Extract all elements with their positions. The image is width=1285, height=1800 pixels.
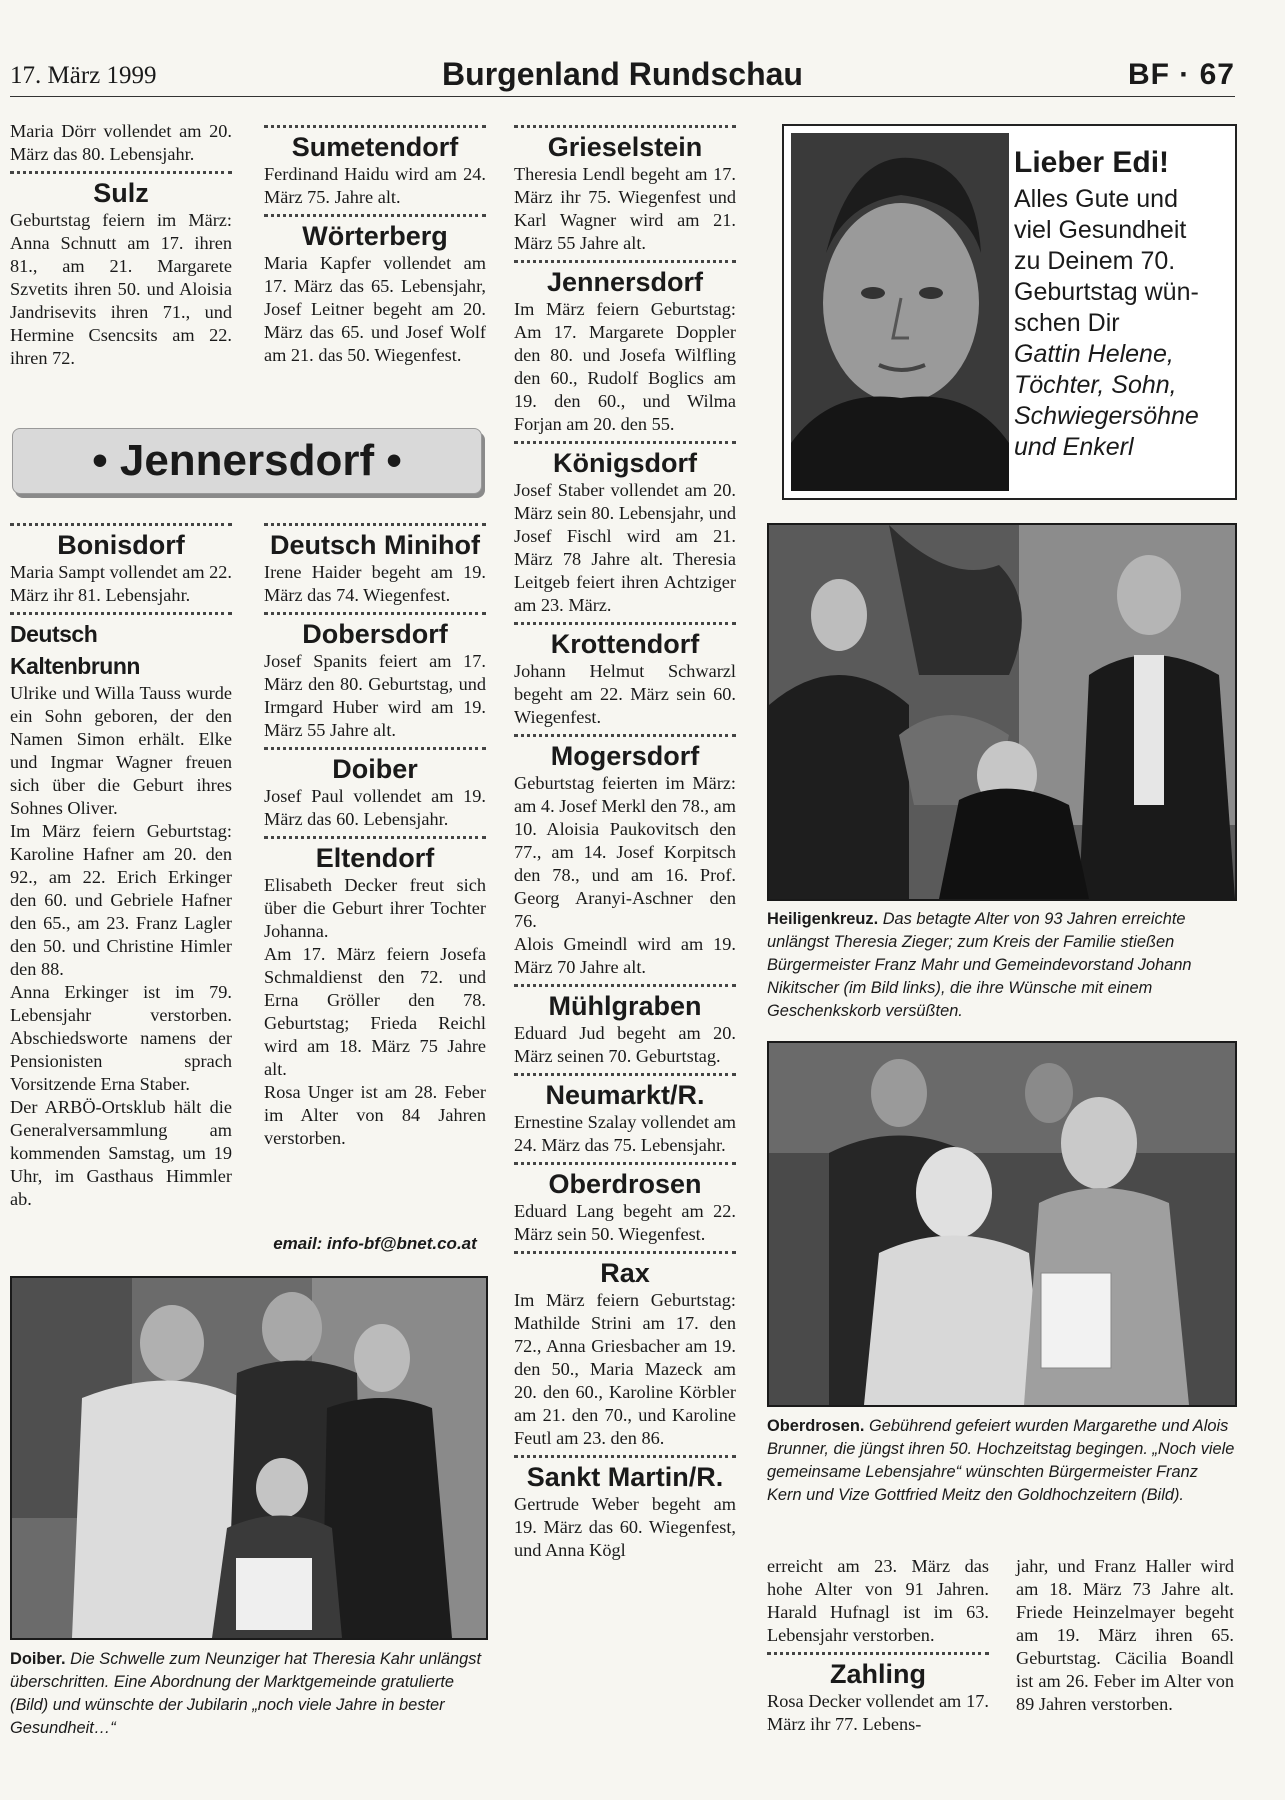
article-text: Rosa Decker vollendet am 17. März ihr 77. Lebens- bbox=[767, 1691, 989, 1734]
article-text: Geburtstag feiern im März: Anna Schnutt am 17. ihren 81., am 21. Margarete Szvetits ihren 50. und Aloisia Jandrisevits ihren 71., und Hermine Csencsits am 22. ihren 72. bbox=[10, 210, 232, 368]
article-text: Ferdinand Haidu wird am 24. März 75. Jahre alt. bbox=[264, 164, 486, 207]
section-heading: Jennersdorf bbox=[546, 267, 704, 297]
newspaper-title: Burgenland Rundschau bbox=[442, 56, 803, 92]
article-text: Rosa Unger ist am 28. Feber im Alter von 84 Jahren verstorben. bbox=[264, 1082, 486, 1148]
dotted-divider bbox=[514, 1162, 736, 1165]
greeting-portrait-photo bbox=[791, 133, 1009, 491]
column-3 bbox=[514, 120, 736, 1562]
article-text: jahr, und Franz Haller wird am 18. März 73 Jahre alt. Friede Heinzelmayer begeht am 19. März ihren 65. Geburtstag. Cäcilia Boandl ist am 26. Feber im Alter von 89 Jahren verstorben. bbox=[1016, 1556, 1234, 1714]
article-text: Johann Helmut Schwarzl begeht am 22. März sein 60. Wiegenfest. bbox=[514, 661, 736, 727]
dotted-divider bbox=[10, 171, 232, 174]
oberdrosen-photo bbox=[767, 1041, 1237, 1407]
photo-caption bbox=[10, 1648, 484, 1740]
greeting-line: Schwiegersöhne bbox=[1014, 402, 1199, 430]
greeting-line: schen Dir bbox=[1014, 309, 1120, 337]
article-text: Irene Haider begeht am 19. März das 74. Wiegenfest. bbox=[264, 562, 486, 605]
caption-text: Die Schwelle zum Neunziger hat Theresia Kahr unlängst überschritten. Eine Abordnung der Marktgemeinde gratulierte (Bild) und wünschte der Jubilarin „noch viele Jahre in bester Gesundheit…“ bbox=[10, 1650, 482, 1737]
section-heading: Grieselstein bbox=[547, 132, 703, 162]
greeting-line: Gattin Helene, bbox=[1014, 340, 1174, 368]
dotted-divider bbox=[264, 214, 486, 217]
article-text: Im März feiern Geburtstag: Mathilde Strini am 17. den 72., Anna Griesbacher am 19. den 50., Maria Mazeck am 20. den 60., Karoline Körbler am 21. den 70., und Karoline Feutl am 23. den 86. bbox=[514, 1290, 736, 1448]
article-text: Elisabeth Decker freut sich über die Geburt ihrer Tochter Johanna. bbox=[264, 875, 486, 941]
article-text: erreicht am 23. März das hohe Alter von 91 Jahren. Harald Hufnagl ist im 63. Lebensjahr verstorben. bbox=[767, 1556, 989, 1645]
section-heading: Mogersdorf bbox=[550, 741, 700, 771]
section-heading: Krottendorf bbox=[550, 629, 700, 659]
section-heading: Mühlgraben bbox=[548, 991, 702, 1021]
section-heading: Wörterberg bbox=[302, 221, 448, 251]
dotted-divider bbox=[514, 622, 736, 625]
section-heading: Neumarkt/R. bbox=[545, 1080, 705, 1110]
article-text: Maria Kapfer vollendet am 17. März das 65. Lebensjahr, Josef Leitner begeht am 20. März das 65. und Josef Wolf am 21. das 50. Wiegenfest. bbox=[264, 253, 486, 365]
article-text: Gertrude Weber begeht am 19. März das 60. Wiegenfest, und Anna Kögl bbox=[514, 1494, 736, 1560]
photo-caption bbox=[767, 1415, 1235, 1507]
column-1 bbox=[10, 120, 232, 370]
section-heading: Zahling bbox=[830, 1659, 926, 1689]
dotted-divider bbox=[264, 125, 486, 128]
article-text: Eduard Lang begeht am 22. März sein 50. Wiegenfest. bbox=[514, 1201, 736, 1244]
photo-caption bbox=[767, 908, 1235, 1023]
caption-place: Doiber. bbox=[10, 1650, 66, 1668]
issue-date: 17. März 1999 bbox=[10, 62, 157, 89]
section-heading: Sumetendorf bbox=[291, 132, 459, 162]
photo-illustration bbox=[12, 1278, 486, 1638]
photo-illustration bbox=[769, 1043, 1235, 1405]
dotted-divider bbox=[264, 612, 486, 615]
article-text: Geburtstag feierten im März: am 4. Josef Merkl den 78., am 10. Aloisia Paukovitsch den 77., am 14. Josef Korpitsch den 78., und am 16. Prof. Georg Aranyi-Aschner den 76. bbox=[514, 773, 736, 931]
column-5 bbox=[1016, 1555, 1234, 1716]
article-text: Eduard Jud begeht am 20. März seinen 70. Geburtstag. bbox=[514, 1023, 736, 1066]
dotted-divider bbox=[514, 984, 736, 987]
dotted-divider bbox=[514, 1455, 736, 1458]
section-heading: Bonisdorf bbox=[57, 530, 185, 560]
dotted-divider bbox=[264, 523, 486, 526]
article-text: Josef Spanits feiert am 17. März den 80. Geburtstag, und Irmgard Huber wird am 19. März 55 Jahre alt. bbox=[264, 651, 486, 740]
heiligenkreuz-photo bbox=[767, 523, 1237, 901]
dotted-divider bbox=[514, 260, 736, 263]
article-text: Ulrike und Willa Tauss wurde ein Sohn geboren, der den Namen Simon erhält. Elke und Ingmar Wagner freuen sich über die Geburt ihres Sohnes Oliver. bbox=[10, 683, 232, 818]
article-text: Josef Paul vollendet am 19. März das 60. Lebensjahr. bbox=[264, 786, 486, 829]
dotted-divider bbox=[10, 523, 232, 526]
article-text: Maria Dörr vollendet am 20. März das 80. Lebensjahr. bbox=[10, 121, 232, 164]
page-number: BF · 67 bbox=[1127, 58, 1235, 91]
birthday-greeting-ad bbox=[782, 124, 1237, 500]
section-heading: Eltendorf bbox=[315, 843, 435, 873]
article-text: Am 17. März feiern Josefa Schmaldienst den 72. und Erna Gröller den 78. Geburtstag; Frieda Reichl wird am 18. März 75 Jahre alt. bbox=[264, 944, 486, 1079]
section-heading: Rax bbox=[600, 1258, 650, 1288]
article-text: Der ARBÖ-Ortsklub hält die Generalversammlung am kommenden Samstag, um 19 Uhr, im Gasthaus Himmler ab. bbox=[10, 1097, 232, 1209]
dotted-divider bbox=[514, 1251, 736, 1254]
section-heading: Doiber bbox=[332, 754, 418, 784]
article-text: Ernestine Szalay vollendet am 24. März das 75. Lebensjahr. bbox=[514, 1112, 736, 1155]
section-heading: Deutsch Kaltenbrunn bbox=[10, 621, 140, 679]
photo-illustration bbox=[769, 525, 1235, 899]
caption-text: Gebührend gefeiert wurden Margarethe und Alois Brunner, die jüngst ihren 50. Hochzeitstag begingen. „Noch viele gemeinsame Lebensjahre“ wünschten Bürgermeister Franz Kern und Vize Gottfried Meitz den Goldhochzeitern (Bild). bbox=[767, 1417, 1235, 1504]
greeting-line: zu Deinem 70. bbox=[1014, 247, 1176, 275]
section-heading: Dobersdorf bbox=[302, 619, 448, 649]
section-heading: Deutsch Minihof bbox=[270, 530, 480, 560]
dotted-divider bbox=[10, 612, 232, 615]
dotted-divider bbox=[514, 734, 736, 737]
caption-place: Oberdrosen. bbox=[767, 1417, 865, 1435]
dotted-divider bbox=[264, 836, 486, 839]
dotted-divider bbox=[514, 125, 736, 128]
caption-place: Heiligenkreuz. bbox=[767, 910, 879, 928]
caption-text: Das betagte Alter von 93 Jahren erreichte unlängst Theresia Zieger; zum Kreis der Familie stießen Bürgermeister Franz Mahr und Gemeindevorstand Johann Nikitscher (im Bild links), die ihre Wünsche mit einem Geschenkskorb versüßten. bbox=[767, 910, 1192, 1020]
dotted-divider bbox=[514, 441, 736, 444]
section-heading: Oberdrosen bbox=[548, 1169, 702, 1199]
greeting-line: Geburtstag wün- bbox=[1014, 278, 1199, 306]
article-text: Alois Gmeindl wird am 19. März 70 Jahre alt. bbox=[514, 934, 736, 977]
article-text: Theresia Lendl begeht am 17. März ihr 75. Wiegenfest und Karl Wagner wird am 21. März 55 Jahre alt. bbox=[514, 164, 736, 253]
greeting-line: Alles Gute und bbox=[1014, 185, 1178, 213]
greeting-line: viel Gesundheit bbox=[1014, 216, 1187, 244]
section-heading: Sulz bbox=[93, 178, 149, 208]
section-heading: Sankt Martin/R. bbox=[526, 1462, 724, 1492]
doiber-photo bbox=[10, 1276, 488, 1640]
article-text: Maria Sampt vollendet am 22. März ihr 81. Lebensjahr. bbox=[10, 562, 232, 605]
dotted-divider bbox=[514, 1073, 736, 1076]
page-header bbox=[10, 52, 1235, 97]
dotted-divider bbox=[264, 747, 486, 750]
contact-email: email: info-bf@bnet.co.at bbox=[273, 1234, 477, 1253]
column-4 bbox=[767, 1555, 989, 1736]
greeting-line: Töchter, Sohn, bbox=[1014, 371, 1177, 399]
column-1-lower bbox=[10, 518, 232, 1211]
article-text: Im März feiern Geburtstag: Karoline Hafner am 20. den 92., am 22. Erich Erkinger den 60. und Gebriele Hafner den 65., am 23. Franz Lagler den 50. und Christine Himler den 88. bbox=[10, 821, 232, 979]
column-2-top bbox=[264, 120, 486, 367]
greeting-line: und Enkerl bbox=[1014, 433, 1134, 461]
article-text: Josef Staber vollendet am 20. März sein 80. Lebensjahr, und Josef Fischl wird am 21. März 78 Jahre alt. Theresia Leitgeb feiert ihren Achtziger am 23. März. bbox=[514, 480, 736, 615]
section-heading: Königsdorf bbox=[553, 448, 697, 478]
region-banner: • Jennersdorf • bbox=[12, 428, 482, 494]
greeting-title: Lieber Edi! bbox=[1014, 146, 1170, 179]
article-text: Im März feiern Geburtstag: Am 17. Margarete Doppler den 80. und Josefa Wilfling den 60., Rudolf Boglics am 19. den 60., und Wilma Forjan am 20. den 55. bbox=[514, 299, 736, 434]
article-text: Anna Erkinger ist im 79. Lebensjahr verstorben. Abschiedsworte namens der Pensionisten sprach Vorsitzende Erna Staber. bbox=[10, 982, 232, 1094]
column-2 bbox=[264, 518, 486, 1150]
portrait-illustration bbox=[791, 133, 1009, 491]
dotted-divider bbox=[767, 1652, 989, 1655]
